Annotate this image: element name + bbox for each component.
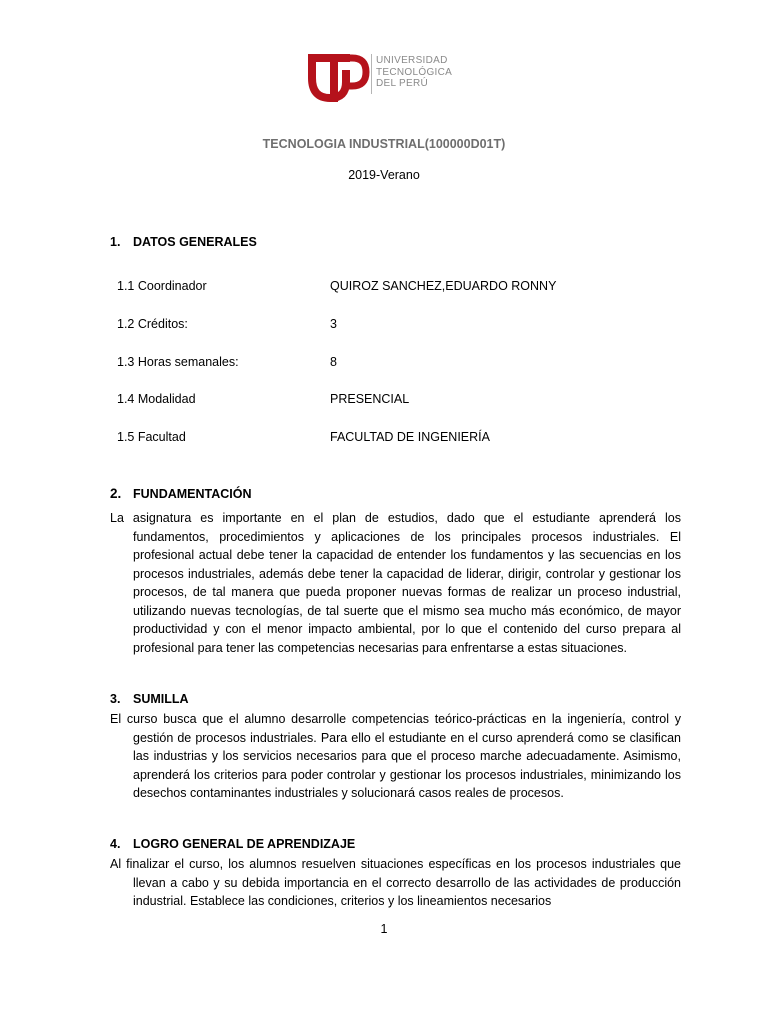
course-title: TECNOLOGIA INDUSTRIAL(100000D01T)	[262, 137, 506, 151]
row-value: 8	[330, 355, 337, 369]
university-logo	[308, 48, 473, 110]
row-value: 3	[330, 317, 337, 331]
section-2-number: 2.	[110, 486, 122, 501]
logo-wordmark	[376, 55, 452, 90]
row-label: 1.5 Facultad	[117, 430, 186, 444]
section-3-number: 3.	[110, 692, 121, 706]
section-3-heading	[110, 692, 189, 706]
row-label: 1.4 Modalidad	[117, 392, 196, 406]
row-label: 1.1 Coordinador	[117, 279, 207, 293]
logo-line-1: UNIVERSIDAD	[376, 55, 448, 66]
utp-logo-mark-icon	[308, 48, 370, 104]
section-2-paragraph: La asignatura es importante en el plan de estudios, dado que el estudiante aprenderá los fundamentos, procedimientos y aplicaciones de los principales procesos industriales. El profesional actual debe tener la capacidad de entender los fundamentos y las secuencias en los procesos industriales, además debe tener la capacidad de liderar, dirigir, controlar y gestionar los procesos, de tal manera que pueda proponer nuevas formas de realizar un proceso industrial, utilizando nuevas tecnologías, de tal suerte que el mismo sea mucho más económico, de mayor productividad y con el menor impacto ambiental, por lo que el contenido del curso prepara al profesional para tener las competencias necesarias para enfrentarse a estas situaciones.	[110, 511, 681, 655]
section-4-heading	[110, 837, 355, 851]
section-1-heading	[110, 235, 257, 249]
logo-divider	[371, 54, 372, 94]
row-label: 1.2 Créditos:	[117, 317, 188, 331]
section-4-number: 4.	[110, 837, 121, 851]
row-value: FACULTAD DE INGENIERÍA	[330, 430, 490, 444]
page-number: 1	[380, 922, 388, 936]
section-4-paragraph: Al finalizar el curso, los alumnos resuelven situaciones específicas en los procesos industriales que llevan a cabo y su debida importancia en el correcto desarrollo de las actividades de producción industrial. Establece las condiciones, criterios y los lineamientos necesarios	[110, 857, 681, 908]
section-1-title: DATOS GENERALES	[133, 235, 257, 249]
course-term: 2019-Verano	[348, 168, 420, 182]
section-2-heading	[110, 486, 252, 501]
row-label: 1.3 Horas semanales:	[117, 355, 239, 369]
row-value: QUIROZ SANCHEZ,EDUARDO RONNY	[330, 279, 557, 293]
section-1-number: 1.	[110, 235, 121, 249]
logo-line-3: DEL PERÚ	[376, 78, 429, 89]
logo-line-2: TECNOLÓGICA	[376, 66, 453, 78]
section-2-title: FUNDAMENTACIÓN	[133, 487, 252, 501]
row-value: PRESENCIAL	[330, 392, 410, 406]
section-3-title: SUMILLA	[133, 692, 189, 706]
section-3-paragraph: El curso busca que el alumno desarrolle competencias teórico-prácticas en la ingeniería, control y gestión de procesos industriales. Para ello el estudiante en el curso aprenderá como se clasifican las industrias y los servicios necesarios para que el proceso marche adecuadamente. Asimismo, aprenderá los criterios para poder controlar y gestionar los procesos industriales, minimizando los desechos contaminantes industriales y solucionará casos reales de procesos.	[110, 712, 681, 800]
section-4-title: LOGRO GENERAL DE APRENDIZAJE	[133, 837, 356, 851]
